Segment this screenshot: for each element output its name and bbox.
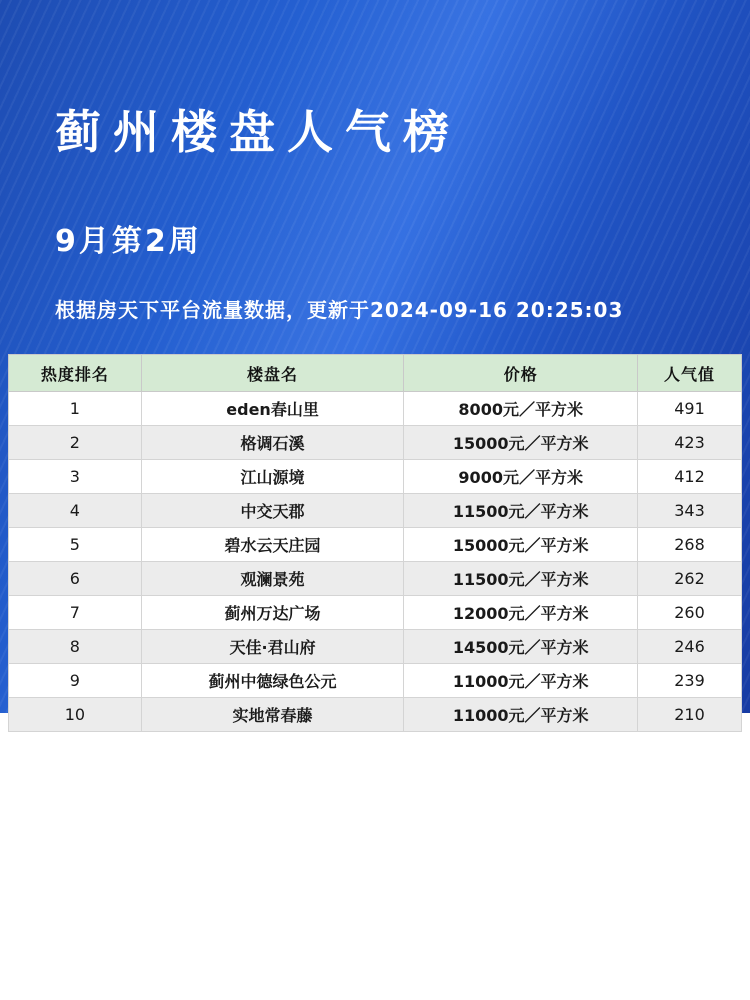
rank-cell: 5 — [9, 528, 142, 562]
name-cell: 天佳·君山府 — [141, 630, 404, 664]
period-subtitle: 9月第2周 — [55, 224, 202, 259]
name-cell: 观澜景苑 — [141, 562, 404, 596]
value-cell: 491 — [638, 392, 742, 426]
rank-cell: 8 — [9, 630, 142, 664]
price-cell: 11000元／平方米 — [404, 664, 638, 698]
value-cell: 262 — [638, 562, 742, 596]
header-rank: 热度排名 — [9, 355, 142, 392]
table-body — [9, 392, 742, 732]
table-row — [9, 528, 742, 562]
data-source-note: 根据房天下平台流量数据，更新于2024-09-16 20:25:03 — [55, 298, 624, 322]
table-row — [9, 630, 742, 664]
name-cell: eden春山里 — [141, 392, 404, 426]
name-cell: 蓟州中德绿色公元 — [141, 664, 404, 698]
table-row — [9, 596, 742, 630]
name-cell: 蓟州万达广场 — [141, 596, 404, 630]
rank-cell: 9 — [9, 664, 142, 698]
value-cell: 423 — [638, 426, 742, 460]
name-cell: 江山源境 — [141, 460, 404, 494]
page-title: 蓟州楼盘人气榜 — [55, 105, 461, 159]
rank-cell: 10 — [9, 698, 142, 732]
footer-whitespace — [0, 713, 750, 1000]
rank-cell: 3 — [9, 460, 142, 494]
table-row — [9, 494, 742, 528]
table-row — [9, 392, 742, 426]
price-cell: 11000元／平方米 — [404, 698, 638, 732]
header-price: 价格 — [404, 355, 638, 392]
price-cell: 15000元／平方米 — [404, 426, 638, 460]
value-cell: 260 — [638, 596, 742, 630]
price-cell: 9000元／平方米 — [404, 460, 638, 494]
price-cell: 12000元／平方米 — [404, 596, 638, 630]
header-value: 人气值 — [638, 355, 742, 392]
rank-cell: 6 — [9, 562, 142, 596]
value-cell: 246 — [638, 630, 742, 664]
rank-cell: 1 — [9, 392, 142, 426]
price-cell: 11500元／平方米 — [404, 562, 638, 596]
table-row — [9, 426, 742, 460]
value-cell: 412 — [638, 460, 742, 494]
ranking-table — [8, 354, 742, 732]
header-name: 楼盘名 — [141, 355, 404, 392]
ranking-table-container — [8, 354, 742, 732]
table-row — [9, 460, 742, 494]
price-cell: 11500元／平方米 — [404, 494, 638, 528]
value-cell: 343 — [638, 494, 742, 528]
name-cell: 中交天郡 — [141, 494, 404, 528]
rank-cell: 7 — [9, 596, 142, 630]
value-cell: 268 — [638, 528, 742, 562]
name-cell: 碧水云天庄园 — [141, 528, 404, 562]
table-row — [9, 562, 742, 596]
value-cell: 210 — [638, 698, 742, 732]
value-cell: 239 — [638, 664, 742, 698]
name-cell: 格调石溪 — [141, 426, 404, 460]
rank-cell: 4 — [9, 494, 142, 528]
rank-cell: 2 — [9, 426, 142, 460]
price-cell: 15000元／平方米 — [404, 528, 638, 562]
price-cell: 14500元／平方米 — [404, 630, 638, 664]
table-header-row — [9, 355, 742, 392]
name-cell: 实地常春藤 — [141, 698, 404, 732]
price-cell: 8000元／平方米 — [404, 392, 638, 426]
table-row — [9, 698, 742, 732]
table-row — [9, 664, 742, 698]
